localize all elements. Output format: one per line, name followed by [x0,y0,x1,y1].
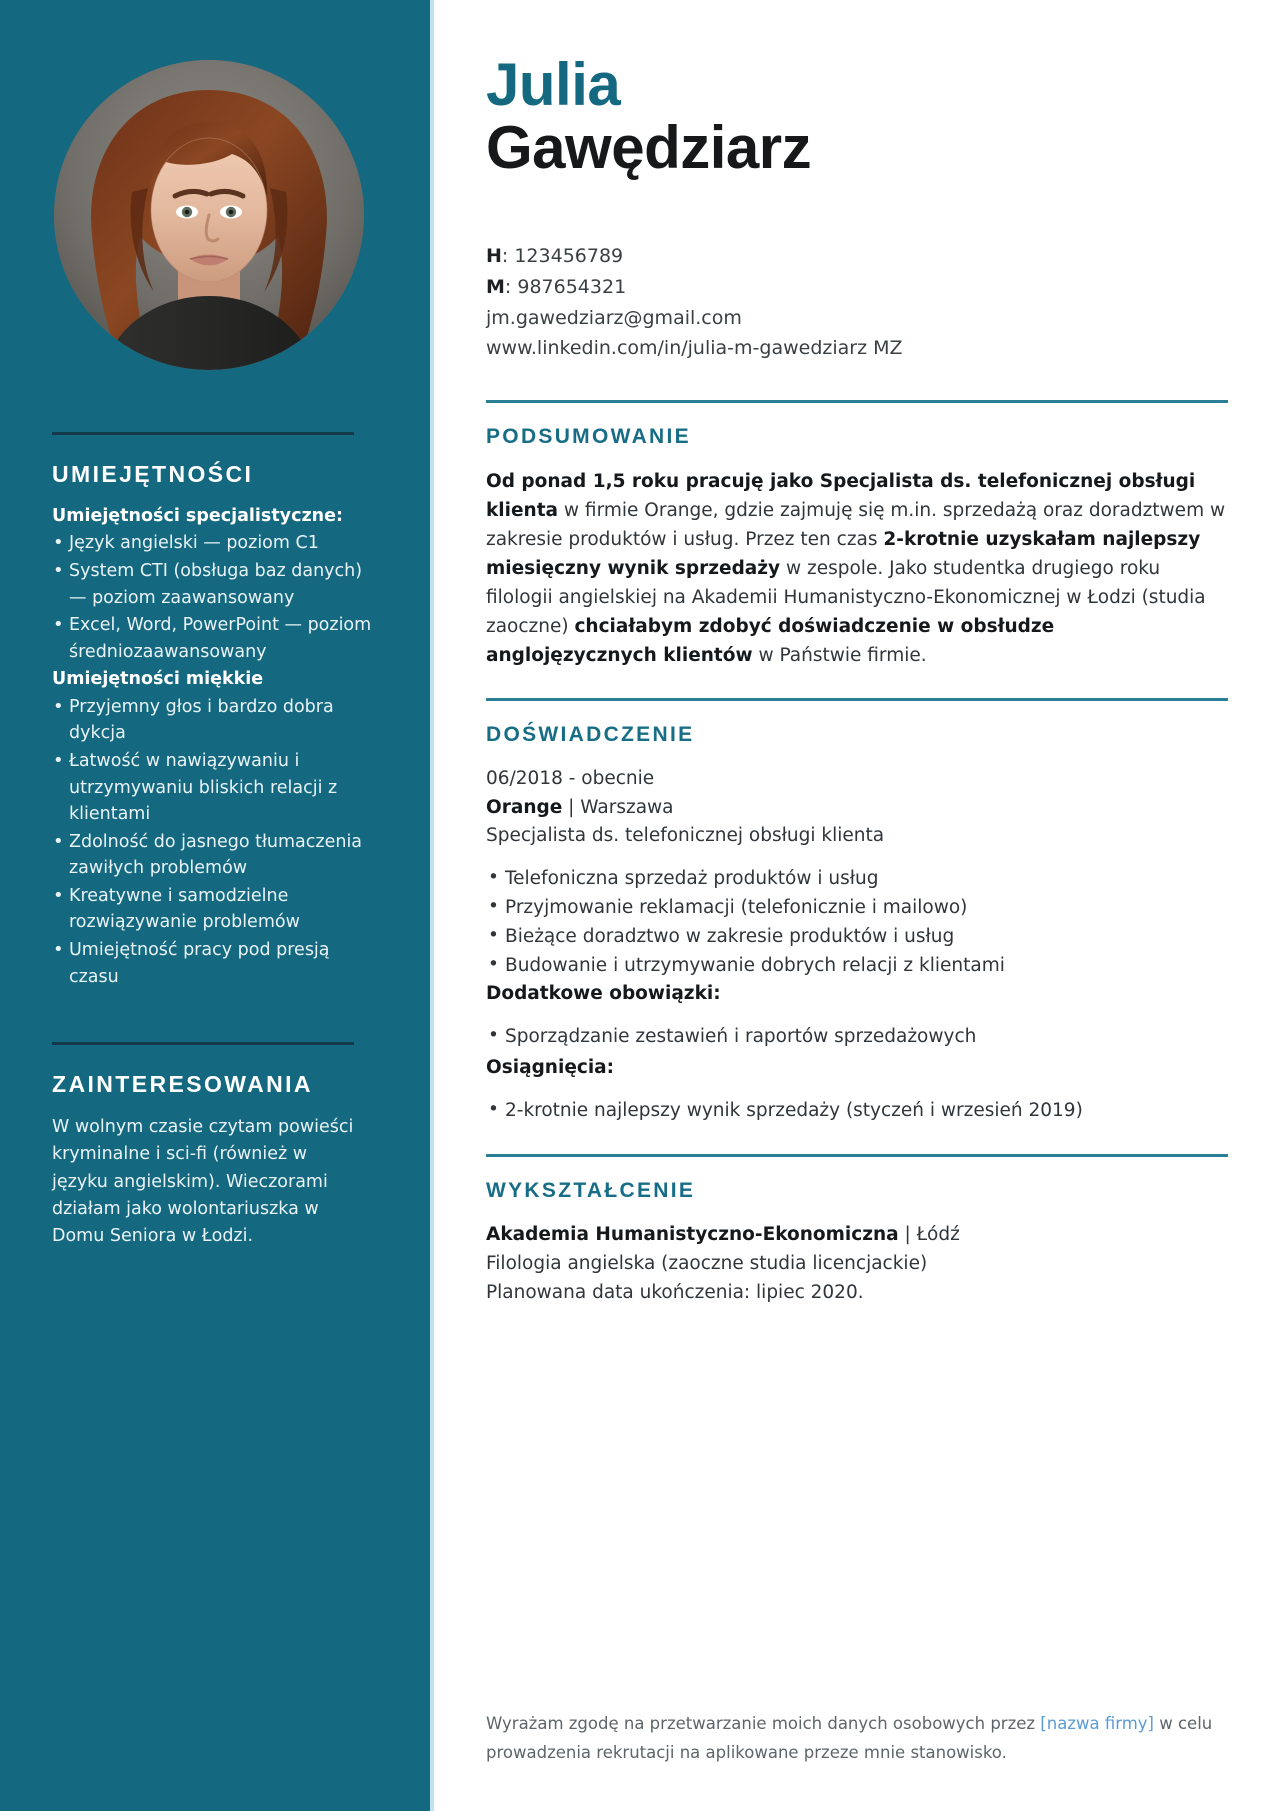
consent-part-2: w celu prowadzenia rekrutacji na aplikowane przeze mnie stanowisko. [486,1714,1213,1762]
main-content [430,0,1280,1811]
contact-mobile [486,272,1228,303]
education-completion: Planowana data ukończenia: lipiec 2020. [486,1281,864,1303]
section-title-experience: DOŚWIADCZENIE [486,723,695,747]
list-item: • Bieżące doradztwo w zakresie produktów i usług [486,923,1228,952]
contact-linkedin[interactable]: www.linkedin.com/in/julia-m-gawedziarz MZ [486,337,903,360]
list-item: • Przyjmowanie reklamacji (telefonicznie i mailowo) [486,894,1228,923]
consent-placeholder: [nazwa firmy] [1040,1714,1154,1734]
contact-mobile-label: M [486,275,505,298]
list-item: • Łatwość w nawiązywaniu i utrzymywaniu bliskich relacji z klientami [52,748,384,828]
divider [52,1042,354,1045]
summary-text-2: w zespole. Jako studentka drugiego roku filologii angielskiej na Akademii Humanistyczno-Ekonomicznej w Łodzi (studia zaoczne) [486,558,1206,638]
experience-company: Orange [486,796,563,818]
summary-bold-1: Od ponad 1,5 roku pracuję jako Specjalista ds. telefonicznej obsługi klienta [486,471,1196,522]
summary-text-1: w firmie Orange, gdzie zajmuję się m.in. sprzedażą oraz doradztwem w zakresie produktów i usług. Przez ten czas [486,500,1226,551]
portrait-photo-icon [54,60,364,370]
education-school-line [486,1221,1228,1250]
contact-home-label: H [486,245,502,268]
contact-mobile-value: : 987654321 [504,275,627,298]
list-item: • Umiejętność pracy pod presją czasu [52,937,384,990]
list-item: • Przyjemny głos i bardzo dobra dykcja [52,694,384,747]
experience-extra-list [486,1023,1228,1052]
summary-text [486,467,1228,670]
education-school: Akademia Humanistyczno-Ekonomiczna [486,1223,899,1245]
section-title-summary: PODSUMOWANIE [486,425,691,449]
section-education [486,1157,1228,1332]
skills-soft-list [52,694,384,991]
interests-text: W wolnym czasie czytam powieści kryminalne i sci-fi (również w języku angielskim). Wieczorami działam jako wolontariuszka w Domu Seniora w Łodzi. [52,1117,354,1246]
experience-location: | Warszawa [562,796,674,818]
section-experience [486,701,1228,1149]
education-city: | Łódź [898,1223,960,1245]
list-item: • System CTI (obsługa baz danych) — poziom zaawansowany [52,558,384,611]
section-title-skills: UMIEJĘTNOŚCI [52,461,254,487]
avatar [54,60,364,370]
page-title [486,0,1228,181]
section-title-interests: ZAINTERESOWANIA [52,1071,313,1098]
list-item: • Zdolność do jasnego tłumaczenia zawiłych problemów [52,829,384,882]
section-title-education: WYKSZTAŁCENIE [486,1178,696,1202]
list-item: • 2-krotnie najlepszy wynik sprzedaży (styczeń i wrzesień 2019) [486,1097,1228,1126]
first-name: Julia [486,51,621,118]
skills-soft-subheading: Umiejętności miękkie [52,669,264,690]
list-item: • Excel, Word, PowerPoint — poziom średniozaawansowany [52,612,384,665]
skills-hard-subheading: Umiejętności specjalistyczne: [52,506,343,526]
contact-details [486,241,1228,364]
experience-achievements-label: Osiągnięcia: [486,1057,615,1079]
experience-achievements-list [486,1097,1228,1126]
experience-dates: 06/2018 - obecnie [486,768,655,790]
last-name: Gawędziarz [486,114,812,182]
skills-hard-list [52,530,384,665]
consent-clause [486,1710,1228,1767]
list-item: • Kreatywne i samodzielne rozwiązywanie problemów [52,883,384,936]
contact-home-value: : 123456789 [501,245,624,268]
experience-duties-list [486,865,1228,980]
section-summary [486,403,1228,694]
experience-company-line [486,794,1228,822]
summary-bold-3: chciałabym zdobyć doświadczenie w obsłudze anglojęzycznych klientów [486,616,1055,667]
list-item: • Sporządzanie zestawień i raportów sprzedażowych [486,1023,1228,1052]
experience-role: Specjalista ds. telefonicznej obsługi klienta [486,825,885,847]
contact-email[interactable]: jm.gawedziarz@gmail.com [486,306,742,329]
summary-bold-2: 2-krotnie uzyskałam najlepszy miesięczny wynik sprzedaży [486,529,1201,580]
education-field: Filologia angielska (zaoczne studia licencjackie) [486,1252,928,1274]
list-item: • Budowanie i utrzymywanie dobrych relacji z klientami [486,952,1228,981]
summary-text-3: w Państwie firmie. [752,645,927,667]
consent-part-1: Wyrażam zgodę na przetwarzanie moich danych osobowych przez [486,1714,1041,1734]
experience-extra-label: Dodatkowe obowiązki: [486,983,721,1005]
divider [52,432,354,435]
sidebar [0,0,430,1811]
contact-home [486,241,1228,272]
list-item: • Język angielski — poziom C1 [52,530,384,557]
list-item: • Telefoniczna sprzedaż produktów i usług [486,865,1228,894]
